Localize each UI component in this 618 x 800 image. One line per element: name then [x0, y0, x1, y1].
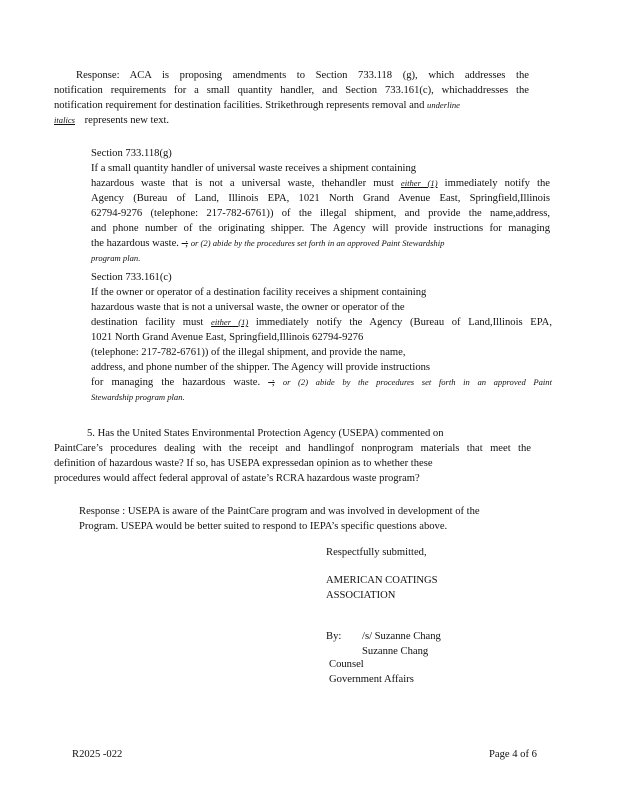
signature-mark: /s/ Suzanne Chang: [362, 631, 441, 642]
section-733-161c-line-7a: for managing the hazardous waste.: [91, 377, 261, 388]
response-aca-line-4-text: represents new text.: [84, 115, 170, 126]
section-733-118g-line-3: Agency (Bureau of Land, Illinois EPA, 1021 North Grand Avenue East, Springfield,Illinois: [91, 193, 550, 204]
either-1-insertion: either (1): [211, 317, 249, 327]
question-5-line-1: 5. Has the United States Environmental Protection Agency (USEPA) commented on: [87, 428, 444, 439]
response-aca-line-4: [54, 113, 529, 128]
section-733-118g-line-5: and phone number of the originating shipper. The Agency will provide instructions for managing: [91, 223, 550, 234]
question-5-line-3: definition of hazardous waste? If so, has USEPA expressedan opinion as to whether these: [54, 458, 433, 469]
signer-name: Suzanne Chang: [362, 646, 429, 657]
signer-titles: [329, 657, 414, 687]
response-aca-line-1: Response: ACA is proposing amendments to Section 733.118 (g), which addresses the: [76, 70, 529, 81]
response-usepa-paragraph: [79, 504, 531, 534]
strikethrough-mark: -;: [268, 377, 275, 388]
signer-title-2: Government Affairs: [329, 674, 414, 685]
italics-word: italics: [54, 115, 76, 125]
section-733-161c-line-1: If the owner or operator of a destination facility receives a shipment containing: [91, 287, 427, 298]
response-aca-paragraph: [54, 68, 529, 128]
by-label: By:: [326, 631, 342, 642]
org-name-line-1: AMERICAN COATINGS: [326, 575, 438, 586]
section-733-161c-line-7: [91, 375, 552, 390]
section-733-161c-line-5: (telephone: 217-782-6761)) of the illegal shipment, and provide the name,: [91, 347, 406, 358]
signature-by: [326, 629, 341, 644]
response-aca-line-3: [54, 98, 529, 113]
section-733-118g-insertion-1: or (2) abide by the procedures set forth in an approved Paint Stewardship: [190, 238, 445, 248]
signature-lines: [362, 629, 441, 659]
section-733-161c-line-3a: destination facility must: [91, 317, 204, 328]
section-733-118g-heading: Section 733.118(g): [91, 148, 172, 159]
question-5-paragraph: [54, 426, 531, 486]
question-5-line-2: PaintCare’s procedures dealing with the receipt and handlingof nonprogram materials that meet the: [54, 443, 531, 454]
strikethrough-mark: -;: [181, 238, 189, 249]
question-5-line-4: procedures would affect federal approval of astate’s RCRA hazardous waste program?: [54, 473, 420, 484]
section-733-118g-line-6: [91, 236, 550, 251]
footer-page-number: Page 4 of 6: [489, 749, 537, 760]
section-733-118g-line-2a: hazardous waste that is not a universal waste, thehandler must: [91, 178, 394, 189]
signature-block: [326, 545, 526, 603]
response-usepa-line-1: Response : USEPA is aware of the PaintCare program and was involved in development of the: [79, 506, 480, 517]
underline-word: underline: [427, 100, 460, 110]
signer-title-1: Counsel: [329, 659, 364, 670]
footer-doc-number: R2025 -022: [72, 749, 123, 760]
section-733-161c-heading: Section 733.161(c): [91, 272, 172, 283]
section-733-118g-line-6a: the hazardous waste.: [91, 238, 179, 249]
either-1-insertion: either (1): [400, 178, 438, 188]
section-733-118g: [91, 146, 550, 266]
section-733-118g-line-4: 62794-9276 (telephone: 217-782-6761)) of the illegal shipment, and provide the name,address,: [91, 208, 550, 219]
section-733-161c-line-2: hazardous waste that is not a universal waste, the owner or operator of the: [91, 302, 405, 313]
section-733-118g-line-2: [91, 176, 550, 191]
response-usepa-line-2: Program. USEPA would be better suited to respond to IEPA’s specific questions above.: [79, 521, 448, 532]
section-733-161c-line-3b: immediately notify the Agency (Bureau of Land,Illinois EPA,: [255, 317, 552, 328]
section-733-161c-line-6: address, and phone number of the shipper. The Agency will provide instructions: [91, 362, 431, 373]
section-733-161c-line-4: 1021 North Grand Avenue East, Springfield,Illinois 62794-9276: [91, 332, 364, 343]
section-733-161c-insertion-2: Stewardship program plan.: [91, 392, 185, 402]
section-733-118g-line-1: If a small quantity handler of universal waste receives a shipment containing: [91, 163, 417, 174]
section-733-161c: [91, 270, 552, 405]
response-aca-line-3-text: notification requirement for destination facilities. Strikethrough represents removal and: [54, 100, 425, 111]
section-733-118g-insertion-2: program plan.: [91, 253, 141, 263]
response-aca-line-2: notification requirements for a small quantity handler, and Section 733.161(c), whichaddresses the: [54, 85, 529, 96]
section-733-161c-line-3: [91, 315, 552, 330]
section-733-161c-insertion-1: or (2) abide by the procedures set forth in an approved Paint: [282, 377, 552, 387]
org-name-line-2: ASSOCIATION: [326, 590, 396, 601]
closing: Respectfully submitted,: [326, 547, 427, 558]
section-733-118g-line-2b: immediately notify the: [444, 178, 550, 189]
